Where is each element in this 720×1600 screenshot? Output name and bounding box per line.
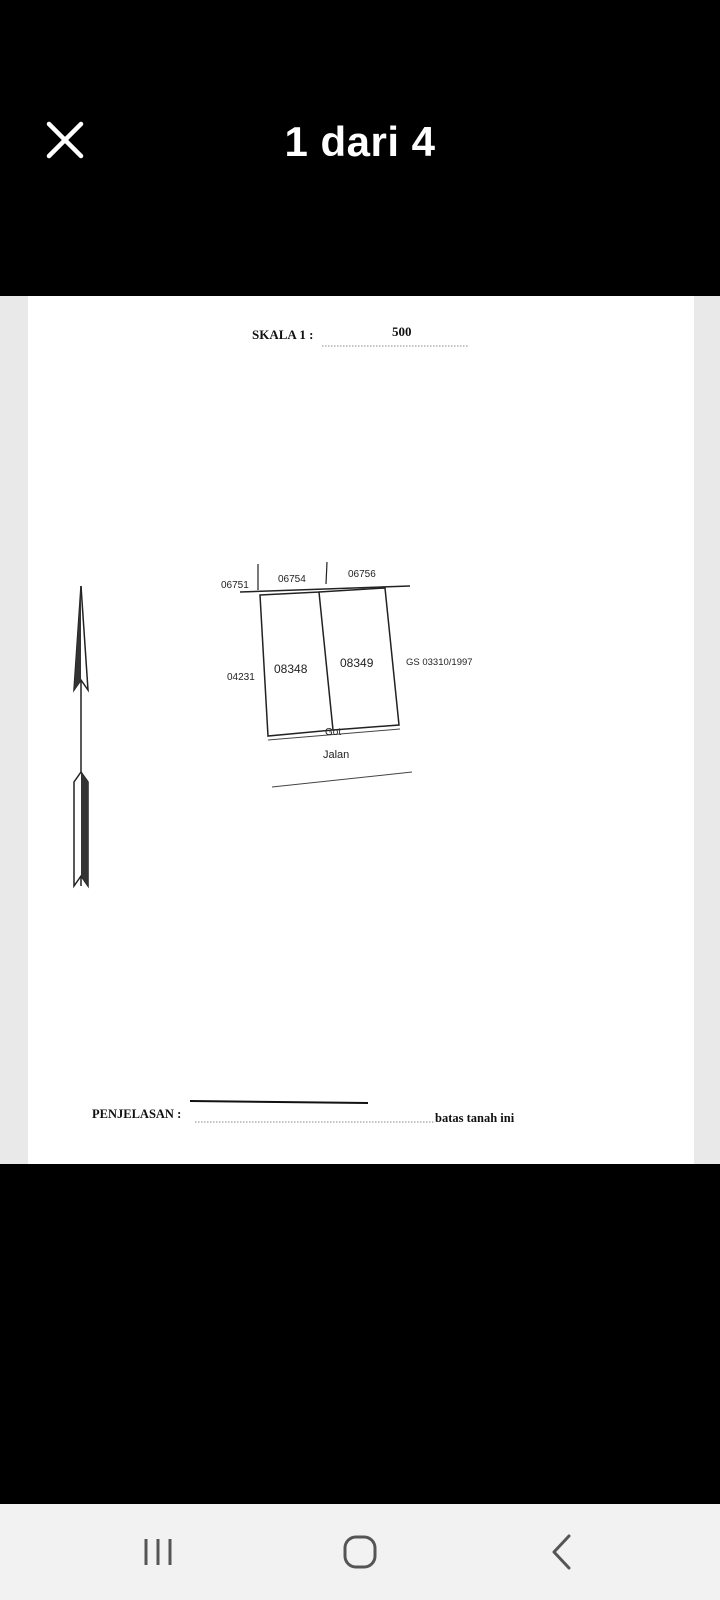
neighbor-label-right: GS 03310/1997 [406,657,473,668]
home-button[interactable] [320,1522,400,1582]
land-map-drawing [28,296,694,1164]
top-bar [0,0,720,296]
neighbor-label-top-right: 06756 [348,569,376,580]
neighbor-label-top-left: 06751 [221,580,249,591]
scale-value: 500 [392,324,412,339]
document-page[interactable] [28,296,694,1164]
page-counter: 1 dari 4 [284,118,436,165]
road-far-line [272,772,412,787]
back-button[interactable] [521,1522,601,1582]
boundary-tick [326,562,327,584]
parcel-label-right: 08349 [340,656,374,670]
parcel-label-left: 08348 [274,662,308,676]
explanation-suffix: batas tanah ini [435,1111,515,1125]
boundary-legend-line [190,1101,368,1103]
neighbor-label-left: 04231 [227,672,255,683]
recent-apps-button[interactable] [119,1522,199,1582]
scale-label: SKALA 1 : [252,327,314,342]
recent-apps-icon [119,1522,199,1582]
document-viewer[interactable] [0,296,720,1164]
road-label: Jalan [323,749,350,761]
system-navigation-bar [0,1504,720,1600]
north-arrow-icon [74,586,88,886]
neighbor-label-top-middle: 06754 [278,574,306,585]
back-icon [521,1522,601,1582]
explanation-label: PENJELASAN : [92,1107,182,1121]
home-icon [320,1522,400,1582]
gutter-label: Got [325,727,342,738]
